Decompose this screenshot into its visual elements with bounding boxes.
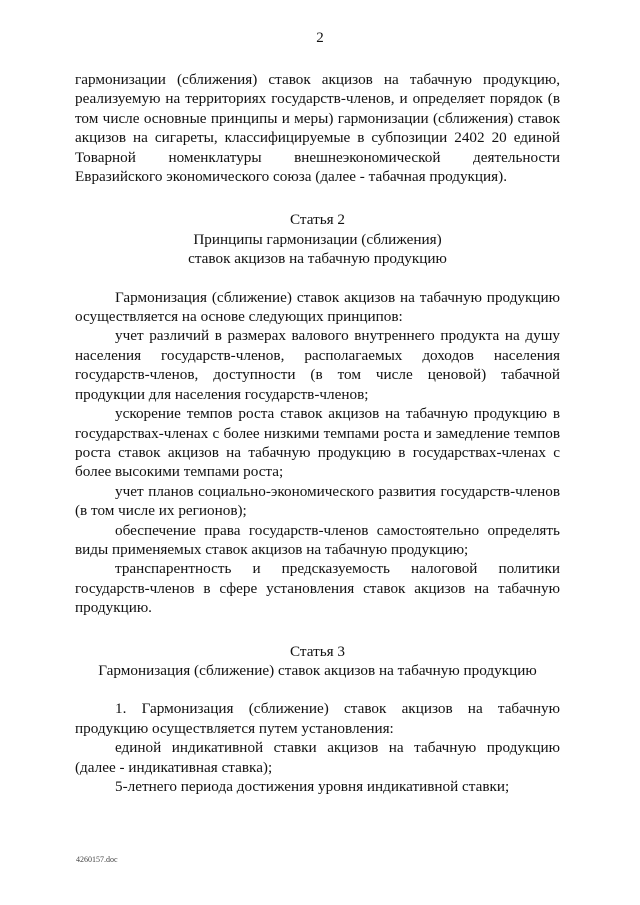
- page-number: 2: [316, 30, 324, 46]
- article-2-paragraph: ускорение темпов роста ставок акцизов на табачную продукцию в государствах-членах с более низкими темпами роста и замедление темпов роста ставок акцизов на табачную продукцию в государствах-членах с более высокими темпами роста;: [75, 405, 560, 481]
- article-3-paragraph: 5-летнего периода достижения уровня индикативной ставки;: [115, 778, 510, 795]
- article-2-title-line-2: ставок акцизов на табачную продукцию: [188, 250, 447, 268]
- article-2-paragraph: учет различий в размерах валового внутреннего продукта на душу населения государств-членов, располагаемых доходов населения государств-членов, доступности (в том числе ценовой) табачной продукции для населения государств-членов;: [75, 327, 560, 403]
- article-3-number: Статья 3: [289, 642, 346, 660]
- document-file-id: 4260157.doc: [76, 855, 118, 864]
- article-3-paragraph: единой индикативной ставки акцизов на табачную продукцию (далее - индикативная ставка);: [75, 739, 560, 776]
- article-2-paragraph: транспарентность и предсказуемость налоговой политики государств-членов в сфере установления ставок акцизов на табачную продукцию.: [75, 560, 560, 617]
- article-3: [75, 642, 560, 797]
- document-body: [75, 70, 560, 796]
- article-2-paragraph: учет планов социально-экономического развития государств-членов (в том числе их регионов);: [75, 482, 560, 520]
- article-2: [75, 210, 560, 617]
- intro-paragraph: гармонизации (сближения) ставок акцизов на табачную продукцию, реализуемую на территориях государств-членов, и определяет порядок (в том числе основные принципы и меры) гармонизации (сближения) ставок акцизов на сигареты, классифицируемые в субпозиции 2402 20 единой Товарной номенклатуры внешнеэкономической деятельности Евразийского экономического союза (далее - табачная продукция).: [75, 71, 560, 186]
- article-2-number: Статья 2: [289, 211, 346, 229]
- article-3-paragraph: 1. Гармонизация (сближение) ставок акцизов на табачную продукцию осуществляется путем установления:: [75, 700, 560, 737]
- article-3-title: Гармонизация (сближение) ставок акцизов на табачную продукцию: [98, 661, 537, 679]
- article-2-paragraph: обеспечение права государств-членов самостоятельно определять виды применяемых ставок акцизов на табачную продукцию;: [75, 521, 560, 558]
- article-2-title-line-1: Принципы гармонизации (сближения): [193, 230, 442, 248]
- article-2-paragraph: Гармонизация (сближение) ставок акцизов на табачную продукцию осуществляется на основе следующих принципов:: [75, 288, 560, 326]
